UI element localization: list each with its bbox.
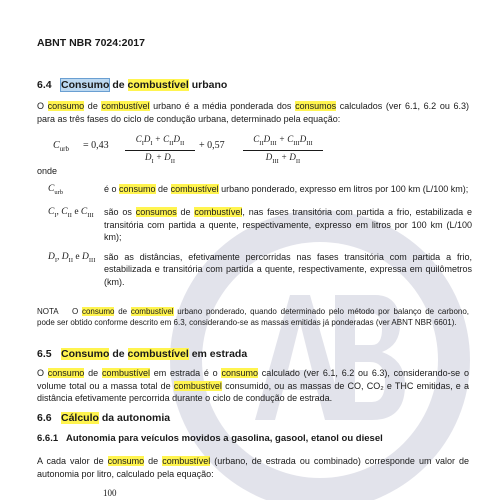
heading-word: de [109,348,128,360]
heading-word-combustivel: combustível [127,348,189,360]
text-run: (urbano, de estrada ou combinado) corresponde um valor de autonomia por litro, calculado pela equação: [37,456,472,479]
equation-coefficient-1: = 0,43 [83,140,109,151]
text-run: consumido, ou as massas de CO, CO₂ e THC emitidas, e a distância efetivamente percorrida durante o ciclo de condução de estrada. [37,380,472,403]
standard-id: ABNT NBR 7024:2017 [37,37,145,49]
text-run: O [37,368,48,378]
equation-fraction-1: $C_ID_I + C_{II}D_{II}$ $D_I + D_{II}$ [125,134,195,167]
definition-text [104,206,475,244]
section-6-6-1-heading [37,433,383,444]
highlighted-term: combustível [162,456,211,466]
definition-text [104,183,472,199]
section-number: 6.6.1 [37,433,59,444]
text-run: de [155,184,171,194]
highlighted-term: consumo [47,368,85,378]
definition-symbol: $C_{urb}$ [48,184,64,196]
highlighted-term: consumo [81,307,115,316]
text-run: de [114,307,131,316]
section-6-4-intro [37,100,472,125]
heading-word: de [109,79,128,91]
text-run: de [176,207,195,218]
equation-lhs: $C_{urb}$ [53,140,70,153]
highlighted-term: combustível [194,207,243,218]
variable-definitions [48,183,475,295]
text-run: O [37,101,48,111]
text-run: em estrada é o [149,368,222,378]
definition-c-urb [48,183,472,199]
heading-word-consumo: Consumo [61,79,110,91]
heading-word: da autonomia [98,412,171,424]
equation-fraction-2: $C_{II}D_{III} + C_{III}D_{III}$ $D_{III} + D_{II}$ [243,134,323,167]
highlighted-term: combustível [170,184,219,194]
section-6-4-heading [37,79,227,91]
section-6-5-body [37,367,472,405]
highlighted-term: consumo [107,456,145,466]
nota-label: NOTA [37,307,59,316]
text-run: de [144,456,163,466]
text-run: A cada valor de [37,456,108,466]
highlighted-term: combustível [101,101,150,111]
equation-coefficient-2: + 0,57 [199,140,225,151]
subsection-title: Autonomia para veículos movidos a gasolina, gasool, etanol ou diesel [66,433,383,444]
text-run: calculado (ver 6.1, 6.2 ou 6.3), considerando-se o volume total ou a massa total de [37,368,472,391]
text-run: de [84,368,102,378]
text-run: urbano é a média ponderada dos [149,101,296,111]
nota-text [37,307,471,327]
section-6-5-heading [37,348,247,360]
highlighted-term: consumo [47,101,85,111]
section-number: 6.5 [37,348,52,360]
highlighted-term: consumos [295,101,337,111]
definition-symbol: $D_I$, $D_{II}$ e $D_{III}$ [48,251,96,264]
autonomy-formula-numerator: 100 [103,488,117,498]
heading-word-consumo: Consumo [61,348,110,360]
definition-text [104,251,475,289]
nota [37,306,472,328]
text-run: , nas fases transitória com partida a frio, estabilizada e transitória com partida a quente, respectivamente, expresso em litros por 100 km (L/100 km); [104,207,475,243]
onde-label: onde [37,166,58,176]
definition-symbol: $C_I$, $C_{II}$ e $C_{III}$ [48,207,94,220]
section-6-6-1-body [37,455,472,480]
highlighted-term: consumo [221,368,259,378]
section-number: 6.6 [37,412,52,424]
text-run: são os [104,207,136,218]
text-run: urbano ponderado, quando determinado pelo método por balanço de carbono, pode ser obtido conforme descrito em 6.3, considerando-se as massas emitidas já ponderadas (ver ABNT NBR 6601). [37,307,472,327]
text-run: de [84,101,102,111]
definition-d-phases [48,251,475,289]
highlighted-term: combustível [173,380,222,391]
text-run: O [72,307,82,316]
text-run: são as distâncias, efetivamente percorridas nas fases transitória com partida a frio, estabilizada e transitória com partida a quente, respectivamente, expressa em quilômetros (km). [104,251,475,287]
text-run: urbano ponderado, expresso em litros por 100 km (L/100 km); [218,184,469,194]
highlighted-term: combustível [130,307,174,316]
section-number: 6.4 [37,79,52,91]
heading-word: urbano [188,79,228,91]
text-run: calculados (ver 6.1, 6.2 ou 6.3) para as três fases do ciclo de condução urbana, determinado pela equação: [37,101,472,124]
definition-c-phases [48,206,475,244]
section-6-6-heading [37,412,170,424]
heading-word: em estrada [188,348,248,360]
highlighted-term: consumo [119,184,156,194]
text-run: é o [104,184,120,194]
highlighted-term: consumos [135,207,177,218]
heading-word-combustivel: combustível [127,79,189,91]
highlighted-term: combustível [101,368,150,378]
heading-word-calculo: Cálculo [61,412,99,424]
